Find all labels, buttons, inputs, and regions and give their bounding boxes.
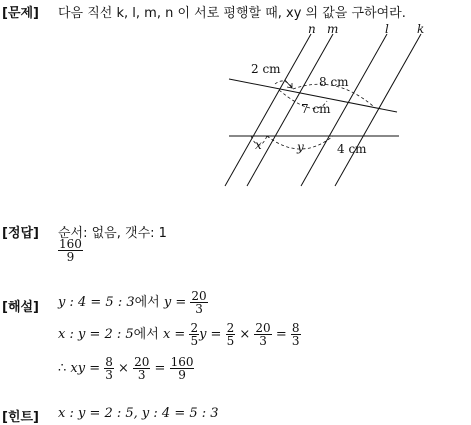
answer-label: [정답]	[2, 226, 39, 241]
answer-value: $\frac{160}{9}$	[59, 237, 82, 264]
solution-label: [해설]	[2, 300, 39, 315]
seg-4cm-label: 4 cm	[337, 142, 367, 156]
solution-line-3: ∴ xy = $\frac{8}{3}$ × $\frac{20}{3}$ = $\frac{160}{9}$	[58, 355, 194, 382]
parallel-lines-figure	[215, 22, 445, 190]
line-k	[335, 34, 421, 186]
line-m-label: m	[327, 22, 339, 36]
seg-2cm-label: 2 cm	[251, 62, 281, 76]
problem-text: 다음 직선 k, l, m, n 이 서로 평행할 때, xy 의 값을 구하여라.	[58, 6, 406, 21]
solution-line-2: x : y = 2 : 5에서 x = $\frac{2}{5}$ y = $\frac{2}{5}$ × $\frac{20}{3}$ = $\frac{8}{3}$	[58, 321, 300, 348]
solution-line-1: y : 4 = 5 : 3에서 y = $\frac{20}{3}$	[58, 289, 207, 316]
arrow-2cm	[285, 80, 292, 88]
line-n-label: n	[308, 22, 316, 36]
line-n	[225, 34, 311, 186]
line-l-label: l	[385, 22, 389, 36]
hint-text: x : y = 2 : 5, y : 4 = 5 : 3	[58, 406, 219, 421]
seg-8cm-label: 8 cm	[319, 75, 349, 89]
hint-label: [힌트]	[2, 410, 39, 425]
unknown-x-label: x	[255, 138, 262, 152]
seg-7cm-label: 7 cm	[301, 102, 331, 116]
unknown-y-label: y	[297, 140, 304, 154]
answer-meta: 순서: 없음, 갯수: 1	[58, 226, 167, 241]
line-k-label: k	[417, 22, 425, 36]
problem-label: [문제]	[2, 6, 39, 21]
